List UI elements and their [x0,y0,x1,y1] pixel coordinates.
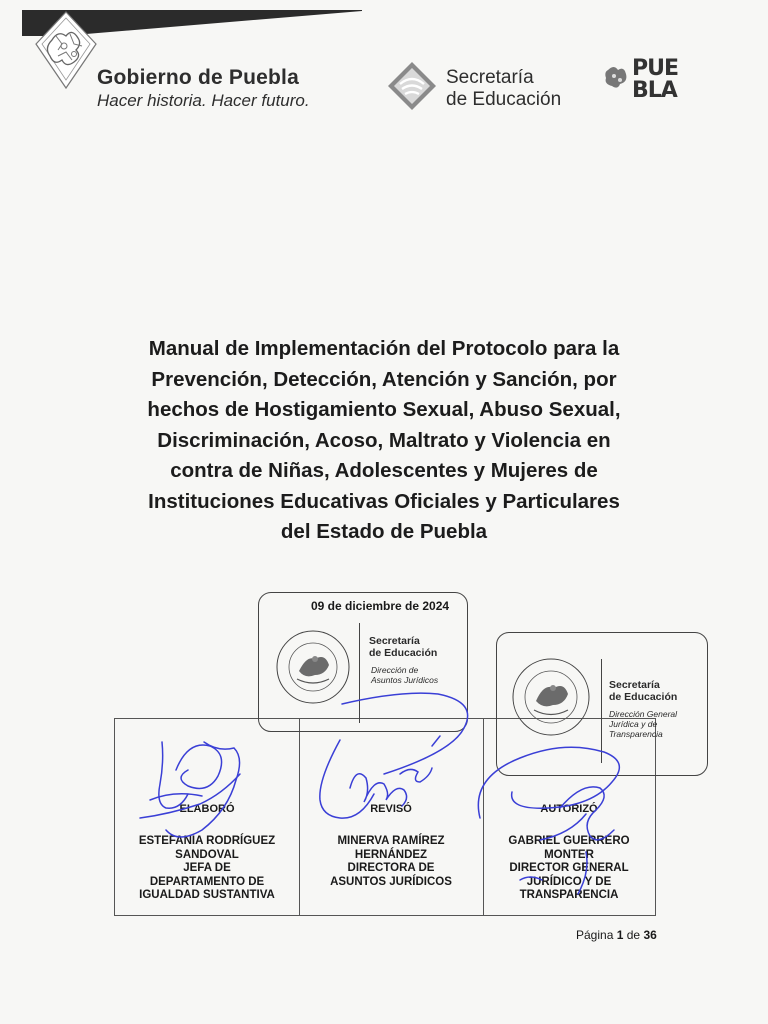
stamp-text: de Educación [609,691,678,703]
stamp-date: 09 de diciembre de 2024 [311,599,450,613]
title-line: Prevención, Detección, Atención y Sanción, por [151,367,617,391]
sep-logo-line1: Secretaría [446,67,534,88]
stamp-divider [601,659,602,763]
stamp-text: Asuntos Jurídicos [371,675,439,685]
signature-line: DIRECTORA DE [347,862,435,874]
signature-person [115,835,299,903]
signature-line: GABRIEL GUERRERO [508,835,630,847]
title-line: hechos de Hostigamiento Sexual, Abuso Sexual, [147,398,621,421]
sep-logo-line2: de Educación [446,89,562,110]
page-total: 36 [643,928,657,942]
stamp-asuntos-juridicos [258,592,468,732]
signature-line: TRANSPARENCIA [519,889,619,901]
stamp-text: de Educación [369,647,438,659]
page-current: 1 [616,928,624,942]
page-number [576,928,657,942]
signature-line: HERNÁNDEZ [354,848,428,861]
stamp-direccion-general-juridica [496,632,708,776]
title-line: Manual de Implementación del Protocolo para la [148,337,620,360]
gobierno-puebla-emblem-icon [34,10,98,94]
signature-line: ASUNTOS JURÍDICOS [330,875,452,888]
signature-line: ESTEFANÍA RODRÍGUEZ [138,835,276,847]
secretaria-educacion-logo-icon [386,60,438,112]
title-line: del Estado de Puebla [280,520,488,543]
signature-cell-elaboro [115,719,299,915]
stamp-text: Transparencia [609,729,663,739]
signature-person [483,835,655,903]
title-line: Instituciones Educativas Oficiales y Particulares [148,489,620,513]
signature-line: IGUALDAD SUSTANTIVA [139,889,275,901]
signature-line: JEFA DE [183,862,231,874]
document-title [112,334,656,548]
signature-line: DEPARTAMENTO DE [149,875,265,888]
gobierno-name: Gobierno de Puebla [97,66,299,89]
puebla-logo-top: PUE [632,56,679,81]
stamp-text: Secretaría [369,635,420,647]
mexico-seal-icon [511,657,591,737]
stamp-divider [359,623,360,723]
title-line: contra de Niñas, Adolescentes y Mujeres de [170,459,598,482]
page-label: Página [576,928,614,942]
signature-role: ELABORÓ [179,803,235,815]
signature-line: MONTER [544,848,594,861]
title-line: Discriminación, Acoso, Maltrato y Violencia en [157,428,611,452]
signature-line: MINERVA RAMÍREZ [337,835,445,847]
puebla-logo-bottom: BLA [632,78,677,103]
signature-line: DIRECTOR GENERAL [509,862,629,874]
stamp-text: Dirección General [609,709,678,719]
stamp-text: Secretaría [609,679,660,691]
signature-line: JURÍDICO Y DE [526,875,612,888]
gobierno-slogan: Hacer historia. Hacer futuro. [97,91,310,110]
signature-person [299,835,483,889]
signature-line: SANDOVAL [175,848,239,861]
mexico-seal-icon [275,629,351,705]
puebla-crest-icon [604,62,630,92]
stamp-text: Jurídica y de [609,719,658,729]
signature-role: AUTORIZÓ [540,803,598,815]
stamp-text: Dirección de [371,665,419,675]
signature-role: REVISÓ [370,803,412,815]
puebla-logo [604,54,684,106]
signature-cell-reviso [299,719,483,915]
page-of: de [626,928,641,942]
